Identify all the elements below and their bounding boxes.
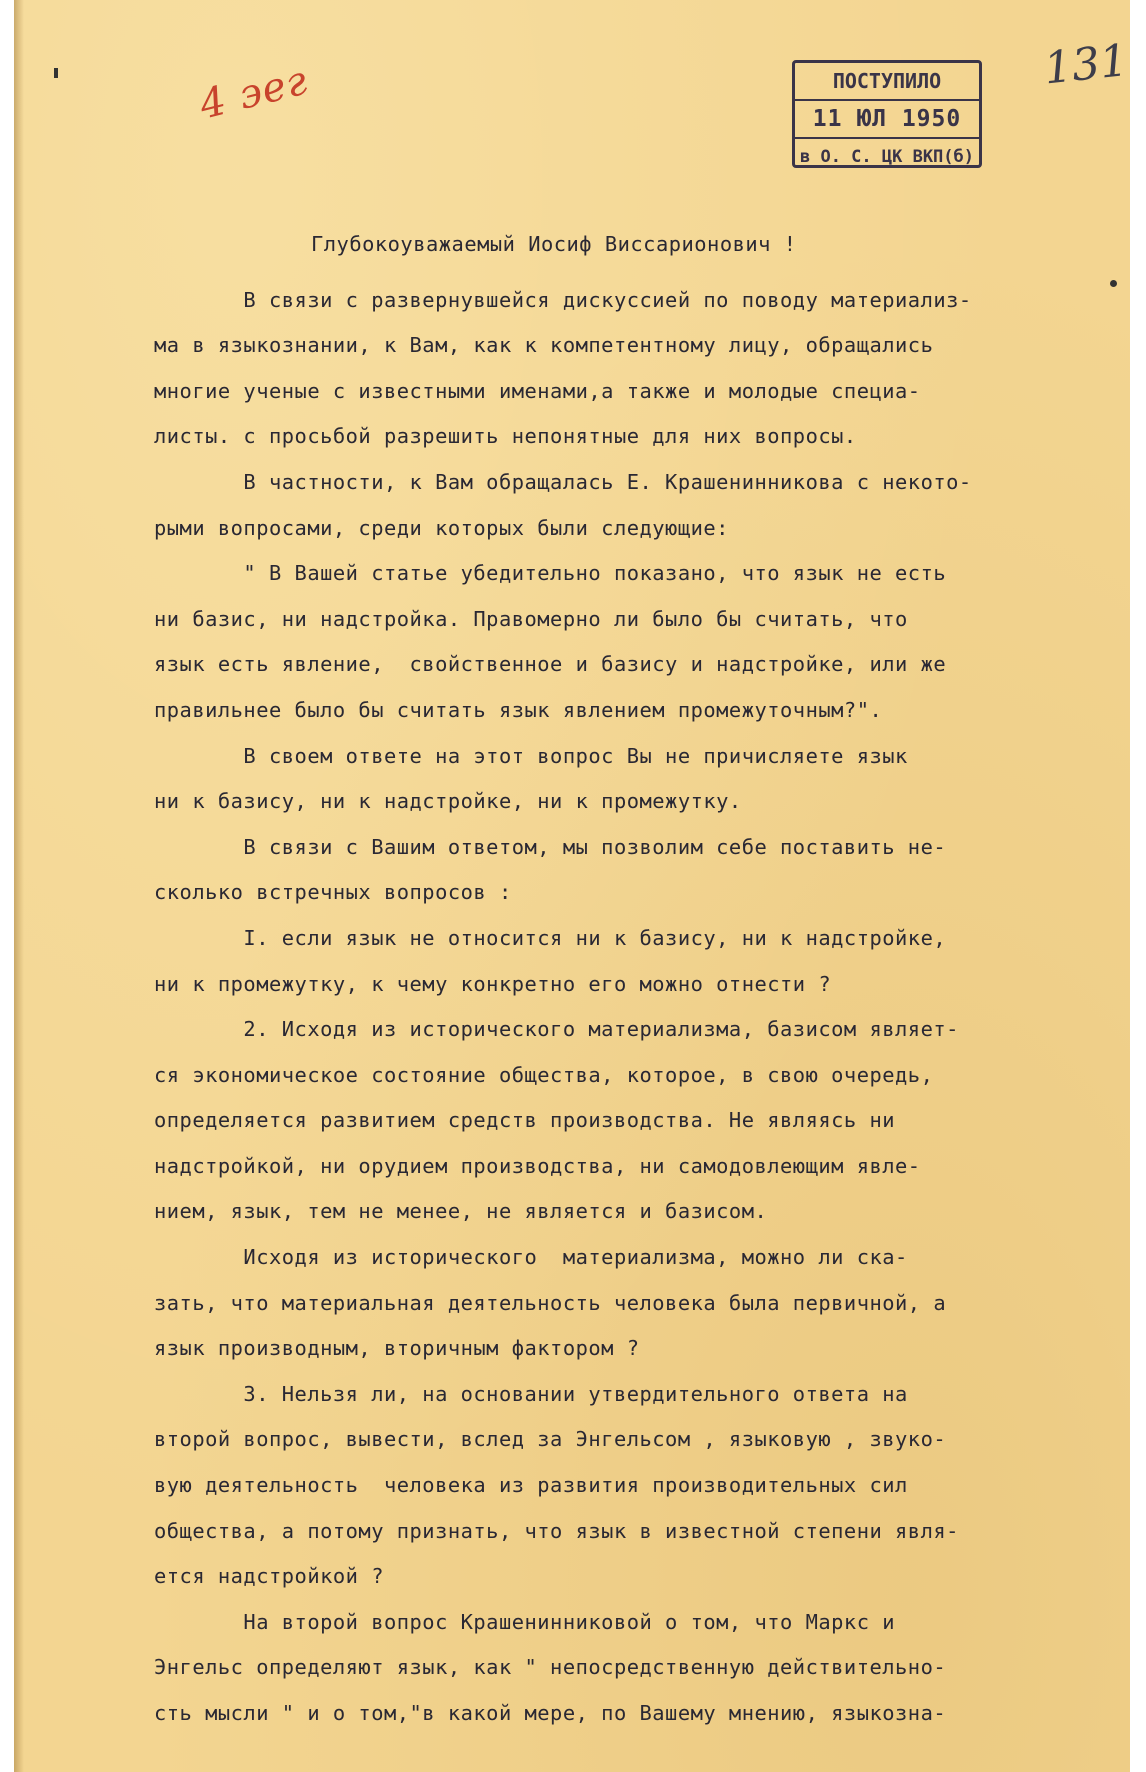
text-line: I. если язык не относится ни к базису, ни к надстройке, xyxy=(154,925,947,950)
text-line: язык производным, вторичным фактором ? xyxy=(154,1336,640,1361)
received-stamp xyxy=(792,60,982,168)
stamp-department: в О. С. ЦК ВКП(б) xyxy=(795,137,979,175)
text-line: ется надстройкой ? xyxy=(154,1564,384,1589)
text-line: Исходя из исторического материализма, можно ли ска- xyxy=(154,1245,908,1270)
page-number: 131 xyxy=(1041,35,1130,95)
text-line: язык есть явление, свойственное и базису и надстройке, или же xyxy=(154,652,947,677)
stamp-date: 11 ЮЛ 1950 xyxy=(812,106,962,132)
text-line: В своем ответе на этот вопрос Вы не причисляете язык xyxy=(154,743,908,768)
text-line: ся экономическое состояние общества, которое, в свою очередь, xyxy=(154,1062,934,1087)
text-line: рыми вопросами, среди которых были следующие: xyxy=(154,515,729,540)
text-line: правильнее было бы считать язык явлением промежуточным?". xyxy=(154,697,883,722)
text-line: ни базис, ни надстройка. Правомерно ли было бы считать, что xyxy=(154,606,908,631)
text-line: 3. Нельзя ли, на основании утвердительного ответа на xyxy=(154,1381,908,1406)
text-line: сть мысли " и о том,"в какой мере, по Вашему мнению, языкозна- xyxy=(154,1701,947,1725)
text-line: вую деятельность человека из развития производительных сил xyxy=(154,1473,908,1498)
text-line: На второй вопрос Крашенинниковой о том, что Маркс и xyxy=(154,1609,896,1634)
text-line: ни к базису, ни к надстройке, ни к промежутку. xyxy=(154,789,742,814)
text-line: 2. Исходя из исторического материализма, базисом являет- xyxy=(154,1017,959,1042)
text-line: определяется развитием средств производства. Не являясь ни xyxy=(154,1108,896,1133)
ink-mark xyxy=(54,68,58,78)
handwritten-mark: 4 эег xyxy=(195,57,313,129)
text-line: листы. с просьбой разрешить непонятные для них вопросы. xyxy=(154,424,857,449)
letter-body xyxy=(154,222,1124,1737)
text-line: сколько встречных вопросов : xyxy=(154,880,512,905)
text-line: " В Вашей статье убедительно показано, что язык не есть xyxy=(154,561,947,586)
text-line: ма в языкознании, к Вам, как к компетентному лицу, обращались xyxy=(154,333,934,358)
stamp-title: ПОСТУПИЛО xyxy=(795,63,979,101)
text-line: В связи с Вашим ответом, мы позволим себе поставить не- xyxy=(154,834,947,859)
text-line: второй вопрос, вывести, вслед за Энгельсом , языковую , звуко- xyxy=(154,1427,947,1452)
text-line: надстройкой, ни орудием производства, ни самодовлеющим явле- xyxy=(154,1153,921,1178)
text-line: В частности, к Вам обращалась Е. Крашенинникова с некото- xyxy=(154,469,972,494)
document-page xyxy=(14,0,1130,1772)
text-line: многие ученые с известными именами,а также и молодые специа- xyxy=(154,378,921,403)
salutation: Глубокоуважаемый Иосиф Виссарионович ! xyxy=(311,232,797,256)
text-line: В связи с развернувшейся дискуссией по поводу материализ- xyxy=(154,287,972,312)
page-edge-shadow xyxy=(14,0,24,1772)
text-line: нием, язык, тем не менее, не является и базисом. xyxy=(154,1199,768,1224)
text-line: общества, а потому признать, что язык в известной степени явля- xyxy=(154,1518,959,1543)
text-line: ни к промежутку, к чему конкретно его можно отнести ? xyxy=(154,971,832,996)
text-line: Энгельс определяют язык, как " непосредственную действительно- xyxy=(154,1655,947,1680)
text-line: зать, что материальная деятельность человека была первичной, а xyxy=(154,1290,947,1315)
